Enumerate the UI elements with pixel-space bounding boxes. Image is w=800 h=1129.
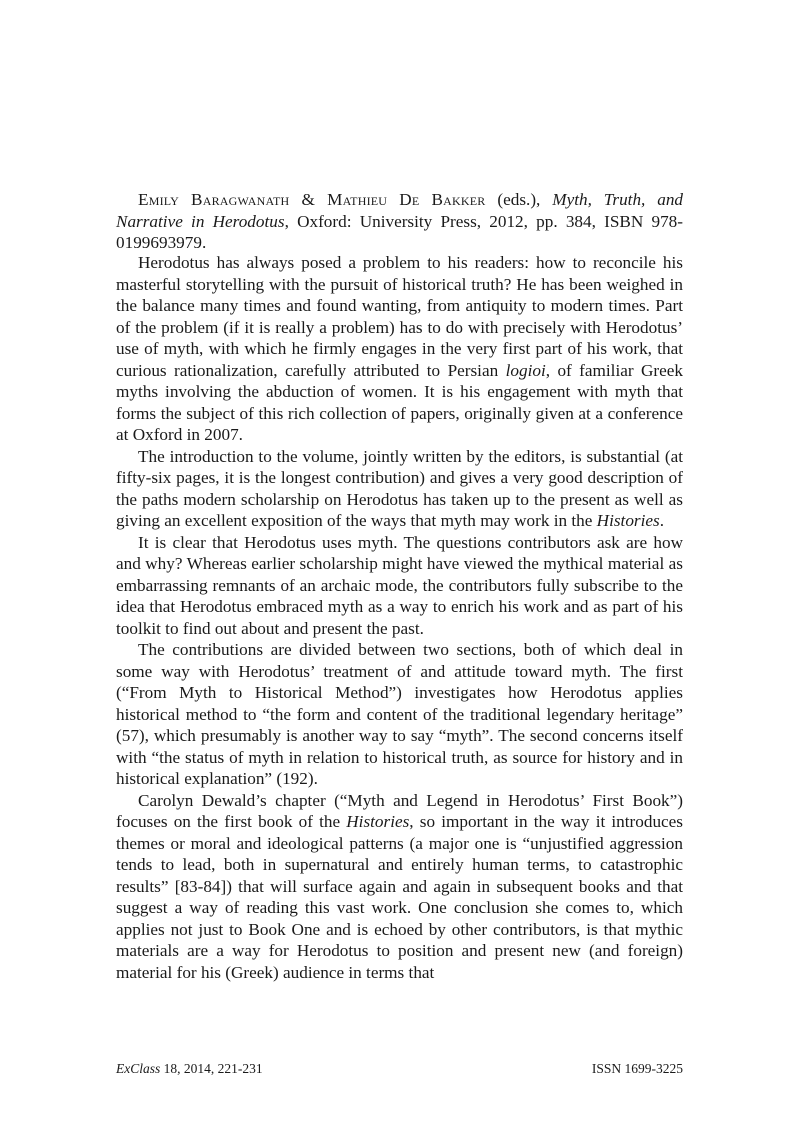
citation-title: Myth, Truth, and Narrative in Herodotus [116, 190, 684, 231]
paragraph [116, 790, 683, 984]
paragraph [116, 532, 683, 640]
citation-editors-suffix: (eds.), [485, 190, 553, 209]
paragraph-text: , of familiar Greek myths involving the abduction of women. It is his engagement with myth that forms the subject of this rich collection of papers, originally given at a conference at Oxford in 2007. [116, 360, 683, 444]
paragraph-italic-text: Histories [596, 511, 660, 530]
paragraph [116, 639, 683, 790]
paragraph-text: It is clear that Herodotus uses myth. The questions contributors ask are how and why? Whereas earlier scholarship might have viewed the mythical material as embarrassing remnants of an archaic mode, the contributors fully subscribe to the idea that Herodotus embraced myth as a way to enrich his work and as part of his toolkit to find out about and present the past. [116, 532, 683, 638]
page-footer [116, 1060, 683, 1078]
paragraph-text: The contributions are divided between two sections, both of which deal in some way with Herodotus’ treatment of and attitude toward myth. The first (“From Myth to Historical Method”) investigates how Herodotus applies historical method to “the form and content of the traditional legendary heritage” (57), which presumably is another way to say “myth”. The second concerns itself with “the status of myth in relation to historical truth, as source for history and in historical explanation” (192). [116, 640, 683, 788]
paragraph-text: Carolyn Dewald’s chapter (“Myth and Legend in Herodotus’ First Book”) focuses on the first book of the [116, 790, 683, 831]
paragraph-text: The introduction to the volume, jointly written by the editors, is substantial (at fifty-six pages, it is the longest contribution) and gives a very good description of the paths modern scholarship on Herodotus has taken up to the present as well as giving an excellent exposition of the ways that myth may work in the [116, 446, 683, 530]
journal-volume-info: 18, 2014, 221-231 [160, 1061, 263, 1076]
citation-editors: Emily Baragwanath & Mathieu De Bakker [138, 190, 486, 209]
paragraph-italic-text: Histories [346, 812, 410, 831]
paragraph [116, 252, 683, 446]
citation-publisher-info: , Oxford: University Press, 2012, pp. 384, ISBN 978-0199693979. [116, 211, 683, 252]
issn-label: ISSN 1699-3225 [591, 1061, 683, 1076]
paragraph-text: . [659, 511, 664, 530]
journal-reference [116, 1060, 263, 1078]
paragraph-italic-text: logioi [505, 360, 546, 380]
journal-name: ExClass [116, 1061, 161, 1076]
paragraph-text: Herodotus has always posed a problem to his readers: how to reconcile his masterful storytelling with the pursuit of historical truth? He has been weighed in the balance many times and found wanting, from antiquity to modern times. Part of the problem (if it is really a problem) has to do with precisely with Herodotus’ use of myth, with which he firmly engages in the very first part of his work, that curious rationalization, carefully attributed to Persian [116, 253, 683, 380]
review-body [116, 252, 683, 983]
paragraph [116, 446, 683, 532]
book-citation [116, 189, 683, 254]
paragraph-text: , so important in the way it introduces themes or moral and ideological patterns (a major one is “unjustified aggression tends to lead, both in supernatural and entirely human terms, to catastrophic results” [83-84]) that will surface again and again in subsequent books and that suggest a way of reading this vast work. One conclusion she comes to, which applies not just to Book One and is echoed by other contributors, is that mythic materials are a way for Herodotus to position and present new (and foreign) material for his (Greek) audience in terms that [116, 812, 683, 982]
